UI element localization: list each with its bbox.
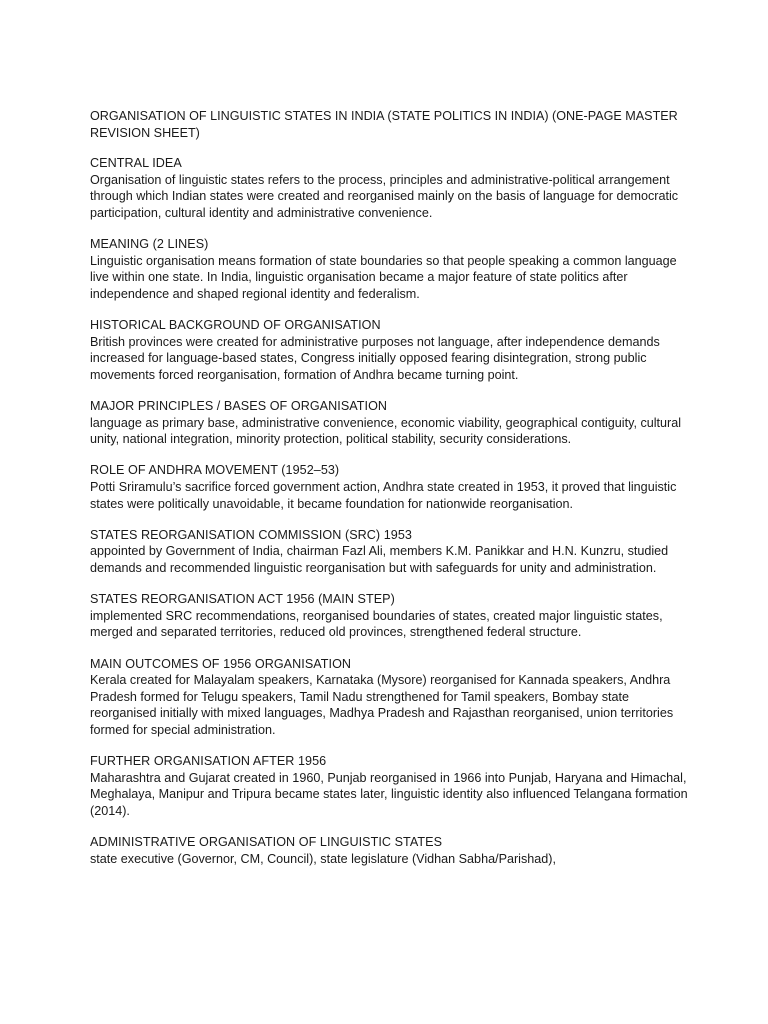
section-sra-1956	[90, 591, 690, 641]
section-heading: FURTHER ORGANISATION AFTER 1956	[90, 754, 327, 769]
section-src-1953	[90, 527, 690, 577]
section-body: Maharashtra and Gujarat created in 1960, Punjab reorganised in 1966 into Punjab, Haryana and Himachal, Meghalaya, Manipur and Tripura became states later, linguistic identity also influenced Telangana formation (2014).	[90, 770, 688, 818]
section-heading: STATES REORGANISATION ACT 1956 (MAIN STEP)	[90, 592, 395, 607]
section-main-outcomes	[90, 656, 690, 739]
section-administrative-organisation	[90, 834, 690, 867]
section-heading: CENTRAL IDEA	[90, 156, 182, 171]
section-historical-background	[90, 317, 690, 383]
document-title: ORGANISATION OF LINGUISTIC STATES IN INDIA (STATE POLITICS IN INDIA) (ONE-PAGE MASTER REVISION SHEET)	[90, 109, 678, 140]
section-major-principles	[90, 398, 690, 448]
section-heading: ADMINISTRATIVE ORGANISATION OF LINGUISTIC STATES	[90, 835, 443, 850]
section-body: language as primary base, administrative convenience, economic viability, geographical contiguity, cultural unity, national integration, minority protection, political stability, security considerations.	[90, 415, 682, 447]
section-body: state executive (Governor, CM, Council), state legislature (Vidhan Sabha/Parishad),	[90, 851, 556, 866]
section-body: Potti Sriramulu’s sacrifice forced government action, Andhra state created in 1953, it proved that linguistic states were politically unavoidable, it became foundation for nationwide reorganisation.	[90, 480, 677, 511]
section-heading: MEANING (2 LINES)	[90, 237, 209, 252]
section-body: Kerala created for Malayalam speakers, Karnataka (Mysore) reorganised for Kannada speakers, Andhra Pradesh formed for Telugu speakers, Tamil Nadu strengthened for Tamil speakers, Bombay state reorganised initially with mixed languages, Madhya Pradesh and Rajasthan reorganised, union territories formed for special administration.	[90, 673, 674, 737]
section-heading: STATES REORGANISATION COMMISSION (SRC) 1953	[90, 527, 412, 542]
section-heading: MAIN OUTCOMES OF 1956 ORGANISATION	[90, 656, 352, 671]
section-andhra-movement	[90, 462, 690, 512]
section-body: Organisation of linguistic states refers to the process, principles and administrative-political arrangement through which Indian states were created and reorganised mainly on the basis of language for democratic participation, cultural identity and administrative convenience.	[90, 172, 679, 220]
section-central-idea	[90, 155, 690, 221]
document-page	[90, 108, 690, 882]
section-heading: HISTORICAL BACKGROUND OF ORGANISATION	[90, 318, 381, 333]
section-heading: MAJOR PRINCIPLES / BASES OF ORGANISATION	[90, 399, 388, 414]
section-body: British provinces were created for administrative purposes not language, after independence demands increased for language-based states, Congress initially opposed fearing disintegration, strong public movements forced reorganisation, formation of Andhra became turning point.	[90, 334, 660, 382]
section-meaning	[90, 236, 690, 302]
section-body: implemented SRC recommendations, reorganised boundaries of states, created major linguistic states, merged and separated territories, reduced old provinces, strengthened federal structure.	[90, 608, 663, 640]
section-body: Linguistic organisation means formation of state boundaries so that people speaking a common language live within one state. In India, linguistic organisation became a major feature of state politics after independence and shaped regional identity and federalism.	[90, 253, 677, 301]
section-body: appointed by Government of India, chairman Fazl Ali, members K.M. Panikkar and H.N. Kunzru, studied demands and recommended linguistic reorganisation but with safeguards for unity and administration.	[90, 544, 669, 576]
section-heading: ROLE OF ANDHRA MOVEMENT (1952–53)	[90, 463, 340, 478]
section-further-organisation	[90, 753, 690, 819]
